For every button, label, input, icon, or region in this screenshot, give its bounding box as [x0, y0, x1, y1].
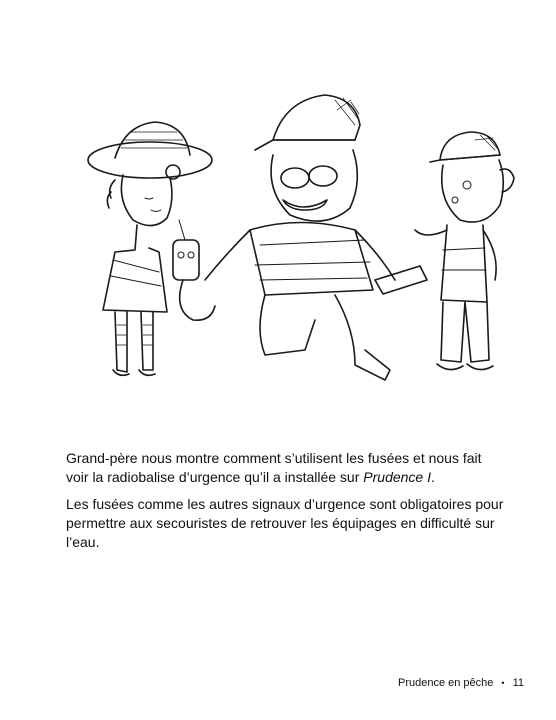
paragraph-1-text: Grand-père nous montre comment s’utilisent les fusées et nous fait voir la radiobalise d’urgence qu’il a installée sur — [66, 450, 482, 485]
grandfather-figure — [173, 95, 427, 380]
page-number: 11 — [512, 677, 524, 689]
coloring-illustration — [55, 80, 525, 400]
page-footer — [398, 677, 524, 689]
boy-figure — [415, 132, 514, 370]
story-text — [66, 449, 506, 560]
characters-drawing — [55, 80, 525, 400]
book-title: Prudence en pêche — [398, 677, 494, 689]
footer-separator: • — [501, 678, 505, 688]
boat-name: Prudence I — [363, 469, 431, 485]
paragraph-2: Les fusées comme les autres signaux d’urgence sont obligatoires pour permettre aux secouristes de retrouver les équipages en difficulté sur l’eau. — [66, 496, 504, 550]
paragraph-1-end: . — [431, 469, 435, 485]
paragraph-1 — [66, 449, 506, 487]
girl-with-hat-figure — [88, 122, 212, 375]
